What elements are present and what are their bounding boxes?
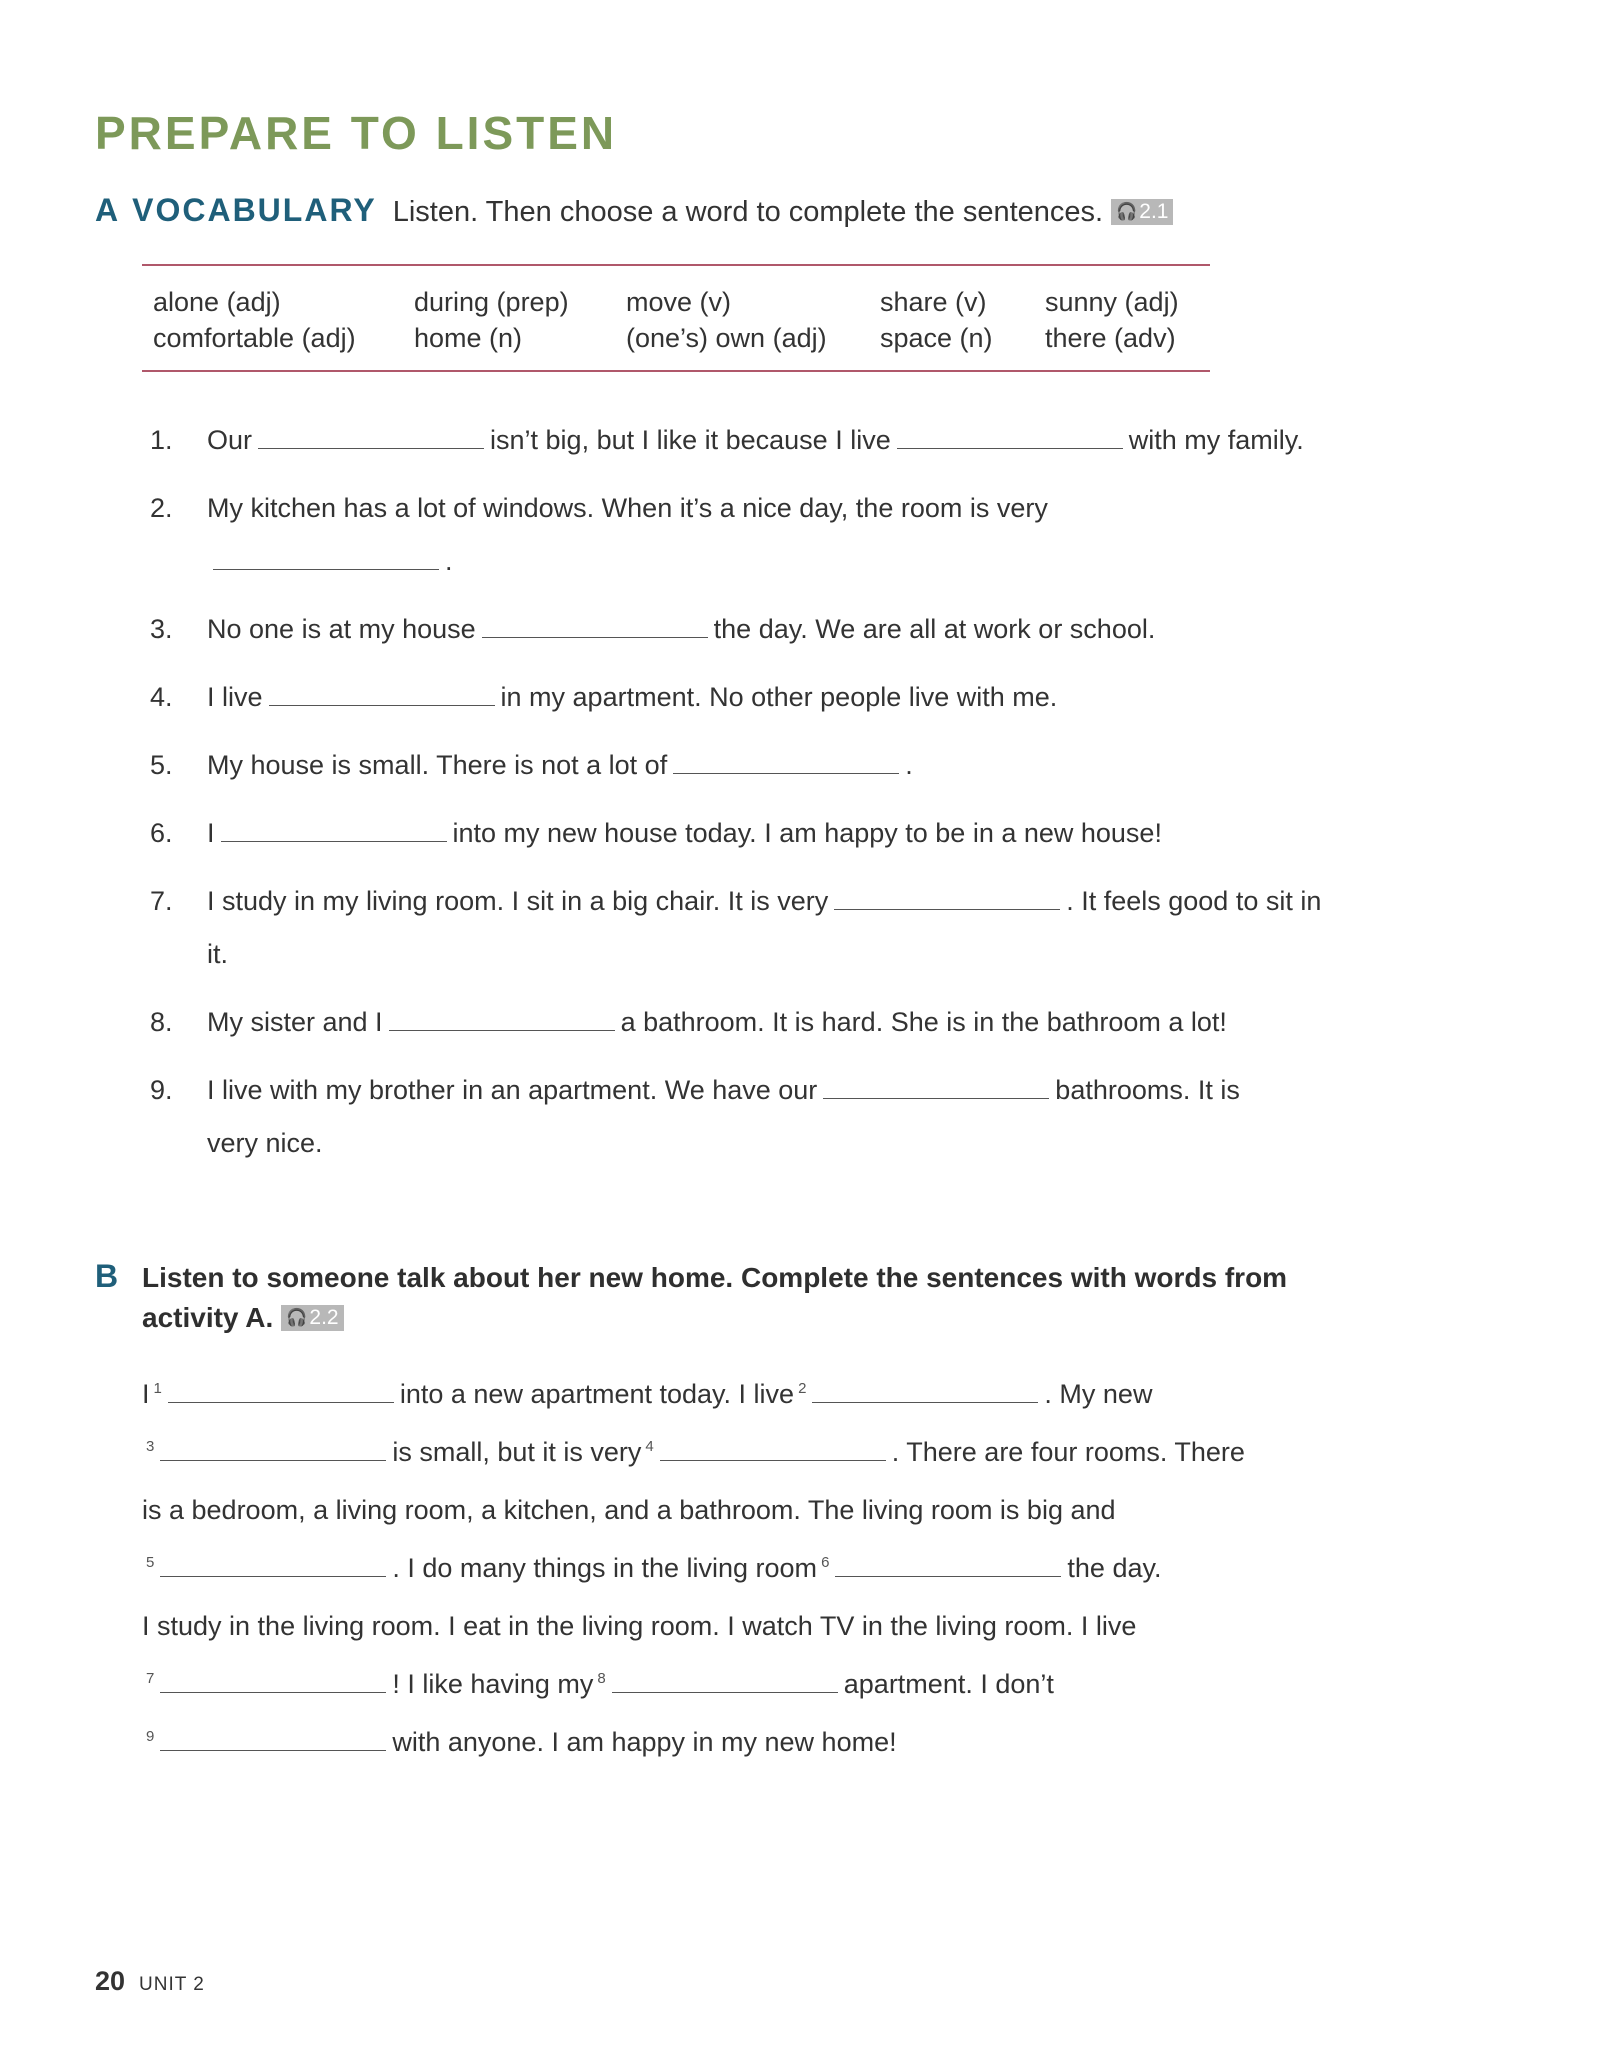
- answer-blank[interactable]: [160, 1749, 386, 1751]
- exercise-item: [150, 875, 1330, 981]
- answer-blank[interactable]: [812, 1401, 1038, 1403]
- audio-track-number: 2.2: [309, 1306, 339, 1329]
- section-b-instruction: Listen to someone talk about her new home. Complete the sentences with words from activity A. 🎧 2.2: [142, 1258, 1292, 1338]
- exercise-item: [150, 414, 1330, 467]
- word-bank-item: share (v): [880, 287, 987, 317]
- section-a-heading: [95, 192, 1173, 229]
- answer-blank[interactable]: [482, 636, 708, 638]
- page-title: PREPARE TO LISTEN: [95, 107, 618, 159]
- section-b-heading: [95, 1258, 1295, 1338]
- headphones-icon: 🎧: [286, 1308, 308, 1327]
- blank-number: 1: [153, 1380, 162, 1397]
- word-bank-column: [1045, 284, 1179, 356]
- page-footer: [95, 1966, 205, 1997]
- answer-blank[interactable]: [673, 772, 899, 774]
- exercise-number: 6.: [150, 818, 173, 848]
- paragraph-line: $^5$ . I do many things in the living room $^6$ the day.: [146, 1553, 1162, 1583]
- audio-track-badge[interactable]: [1111, 199, 1173, 225]
- answer-blank[interactable]: [612, 1691, 838, 1693]
- exercise-sentence: My house is small. There is not a lot of .: [207, 750, 913, 780]
- exercise-sentence: My sister and I a bathroom. It is hard. She is in the bathroom a lot!: [207, 1007, 1227, 1037]
- word-bank-item: home (n): [414, 323, 523, 353]
- word-bank-item: (one’s) own (adj): [626, 323, 827, 353]
- paragraph-line: $^3$ is small, but it is very $^4$ . There are four rooms. There: [146, 1437, 1245, 1467]
- cloze-paragraph: [142, 1365, 1245, 1771]
- word-bank-item: there (adv): [1045, 323, 1176, 353]
- blank-number: 7: [146, 1670, 155, 1687]
- answer-blank[interactable]: [835, 1575, 1061, 1577]
- section-letter: B: [95, 1258, 119, 1294]
- exercise-item: [150, 671, 1330, 724]
- blank-number: 3: [146, 1438, 155, 1455]
- exercise-sentence: My kitchen has a lot of windows. When it’s a nice day, the room is very.: [207, 493, 1048, 576]
- exercise-number: 7.: [150, 886, 173, 916]
- exercise-number: 4.: [150, 682, 173, 712]
- answer-blank[interactable]: [823, 1097, 1049, 1099]
- paragraph-line: I $^1$ into a new apartment today. I live $^2$ . My new: [142, 1379, 1153, 1409]
- blank-number: 2: [798, 1380, 807, 1397]
- word-bank-item: alone (adj): [153, 287, 281, 317]
- word-bank-column: [414, 284, 569, 356]
- answer-blank[interactable]: [389, 1029, 615, 1031]
- answer-blank[interactable]: [258, 447, 484, 449]
- exercise-list: [150, 414, 1330, 1185]
- word-bank-column: [626, 284, 827, 356]
- exercise-number: 2.: [150, 493, 173, 523]
- paragraph-line: $^7$ ! I like having my $^8$ apartment. I don’t: [146, 1669, 1054, 1699]
- word-bank-item: during (prep): [414, 287, 569, 317]
- section-name: VOCABULARY: [132, 192, 377, 228]
- word-bank-column: [153, 284, 356, 356]
- word-bank-column: [880, 284, 993, 356]
- section-letter: A: [95, 192, 119, 228]
- word-bank-item: sunny (adj): [1045, 287, 1179, 317]
- exercise-item: [150, 996, 1330, 1049]
- blank-number: 4: [645, 1438, 654, 1455]
- answer-blank[interactable]: [269, 704, 495, 706]
- exercise-sentence: Our isn’t big, but I like it because I live with my family.: [207, 425, 1304, 455]
- headphones-icon: 🎧: [1116, 202, 1138, 221]
- unit-label: UNIT 2: [139, 1974, 205, 1995]
- answer-blank[interactable]: [221, 840, 447, 842]
- word-bank-item: space (n): [880, 323, 993, 353]
- answer-blank[interactable]: [160, 1575, 386, 1577]
- answer-blank[interactable]: [834, 908, 1060, 910]
- blank-number: 6: [821, 1554, 830, 1571]
- exercise-sentence: I study in my living room. I sit in a big chair. It is very . It feels good to sit in it.: [207, 886, 1322, 969]
- audio-track-badge[interactable]: [281, 1305, 343, 1331]
- answer-blank[interactable]: [213, 568, 439, 570]
- exercise-item: [150, 603, 1330, 656]
- exercise-number: 8.: [150, 1007, 173, 1037]
- exercise-item: [150, 807, 1330, 860]
- exercise-number: 9.: [150, 1075, 173, 1105]
- paragraph-line: I study in the living room. I eat in the living room. I watch TV in the living room. I live: [142, 1611, 1137, 1641]
- answer-blank[interactable]: [168, 1401, 394, 1403]
- answer-blank[interactable]: [897, 447, 1123, 449]
- blank-number: 9: [146, 1728, 155, 1745]
- answer-blank[interactable]: [160, 1691, 386, 1693]
- paragraph-line: $^9$ with anyone. I am happy in my new home!: [146, 1727, 897, 1757]
- exercise-sentence: I live in my apartment. No other people live with me.: [207, 682, 1058, 712]
- section-a-instruction: Listen. Then choose a word to complete the sentences.: [392, 196, 1104, 228]
- exercise-number: 3.: [150, 614, 173, 644]
- word-bank-item: move (v): [626, 287, 732, 317]
- blank-number: 5: [146, 1554, 155, 1571]
- answer-blank[interactable]: [660, 1459, 886, 1461]
- answer-blank[interactable]: [160, 1459, 386, 1461]
- exercise-sentence: No one is at my house the day. We are all at work or school.: [207, 614, 1156, 644]
- exercise-item: [150, 482, 1330, 588]
- blank-number: 8: [597, 1670, 606, 1687]
- word-bank-item: comfortable (adj): [153, 323, 356, 353]
- exercise-sentence: I into my new house today. I am happy to be in a new house!: [207, 818, 1162, 848]
- exercise-item: [150, 1064, 1330, 1170]
- word-bank: [142, 264, 1210, 372]
- exercise-sentence: I live with my brother in an apartment. We have our bathrooms. It is very nice.: [207, 1075, 1240, 1158]
- exercise-number: 1.: [150, 425, 173, 455]
- page-number: 20: [95, 1966, 126, 1996]
- exercise-item: [150, 739, 1330, 792]
- paragraph-line: is a bedroom, a living room, a kitchen, and a bathroom. The living room is big and: [142, 1495, 1116, 1525]
- audio-track-number: 2.1: [1139, 200, 1169, 223]
- exercise-number: 5.: [150, 750, 173, 780]
